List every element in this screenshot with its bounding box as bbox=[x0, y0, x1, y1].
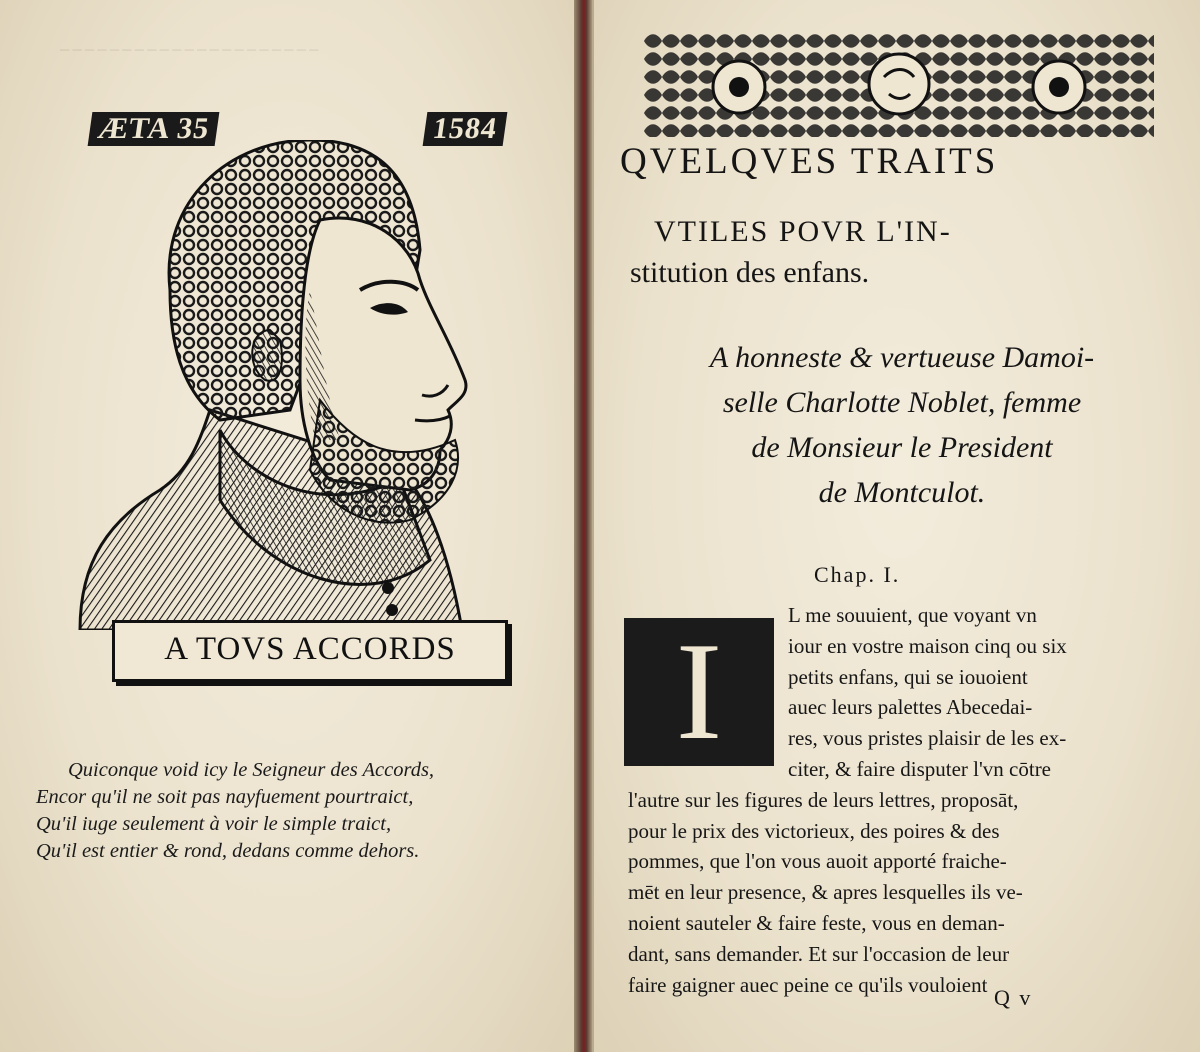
body-line: l'autre sur les figures de leurs lettres, proposāt, bbox=[628, 787, 1019, 812]
body-line: iour en vostre maison cinq ou six bbox=[788, 633, 1067, 658]
portrait-banner-text: A TOVS ACCORDS bbox=[164, 631, 456, 667]
verse-line: Qu'il est entier & rond, dedans comme dehors. bbox=[36, 840, 420, 862]
dedication-line: selle Charlotte Noblet, femme bbox=[722, 386, 1082, 419]
body-line: L me souuient, que voyant vn bbox=[788, 603, 1037, 627]
body-line: noient sauteler & faire feste, vous en deman- bbox=[628, 910, 1005, 935]
body-line: auec leurs palettes Abecedai- bbox=[788, 695, 1033, 720]
verse-line: Encor qu'il ne soit pas nayfuement pourtraict, bbox=[36, 786, 414, 808]
portrait-verse bbox=[36, 757, 556, 865]
portrait-banner bbox=[112, 620, 508, 682]
chapter-heading: Chap. I. bbox=[814, 562, 901, 587]
right-page bbox=[592, 0, 1200, 1052]
verse-line: Quiconque void icy le Seigneur des Accords, bbox=[68, 759, 435, 781]
show-through-text: ─ ─ ─ ─ ─ ─ ─ ─ ─ ─ ─ ─ ─ ─ ─ ─ ─ ─ ─ ─ ─ bbox=[60, 42, 319, 57]
body-line: mēt en leur presence, & apres lesquelles ils ve- bbox=[628, 880, 1023, 905]
portrait-year-label: 1584 bbox=[423, 112, 508, 146]
body-line: citer, & faire disputer l'vn cōtre bbox=[788, 756, 1052, 781]
chapter-title: QVELQVES TRAITS bbox=[620, 141, 999, 182]
portrait-age-label: ÆTA 35 bbox=[88, 112, 220, 146]
dedication-line: A honneste & vertueuse Damoi- bbox=[709, 341, 1095, 374]
verse-line: Qu'il iuge seulement à voir le simple traict, bbox=[36, 813, 392, 835]
chapter-subtitle-line-1: VTILES POVR L'IN- bbox=[654, 215, 952, 248]
body-line: pour le prix des victorieux, des poires & des bbox=[628, 818, 1000, 843]
dedication-line: de Montculot. bbox=[818, 476, 986, 509]
ornamental-headpiece bbox=[644, 32, 1154, 137]
body-line: res, vous pristes plaisir de les ex- bbox=[788, 726, 1067, 751]
body-line: pommes, que l'on vous auoit apporté fraiche- bbox=[628, 849, 1007, 874]
portrait-illustration bbox=[70, 140, 510, 630]
body-line: faire gaigner auec peine ce qu'ils vouloient bbox=[628, 972, 988, 997]
decorated-initial-letter: I bbox=[675, 614, 723, 769]
body-line: dant, sans demander. Et sur l'occasion de leur bbox=[628, 941, 1010, 966]
left-page bbox=[0, 0, 576, 1052]
body-line: petits enfans, qui se iouoient bbox=[788, 664, 1028, 689]
chapter-subtitle-line-2: stitution des enfans. bbox=[630, 256, 870, 289]
dedication-line: de Monsieur le President bbox=[751, 431, 1053, 464]
book-gutter bbox=[574, 0, 592, 1052]
dedication bbox=[622, 335, 1182, 515]
signature-mark: Q v bbox=[994, 985, 1033, 1010]
author-portrait-woodcut bbox=[70, 100, 510, 690]
chapter-body-text bbox=[628, 600, 1168, 1000]
